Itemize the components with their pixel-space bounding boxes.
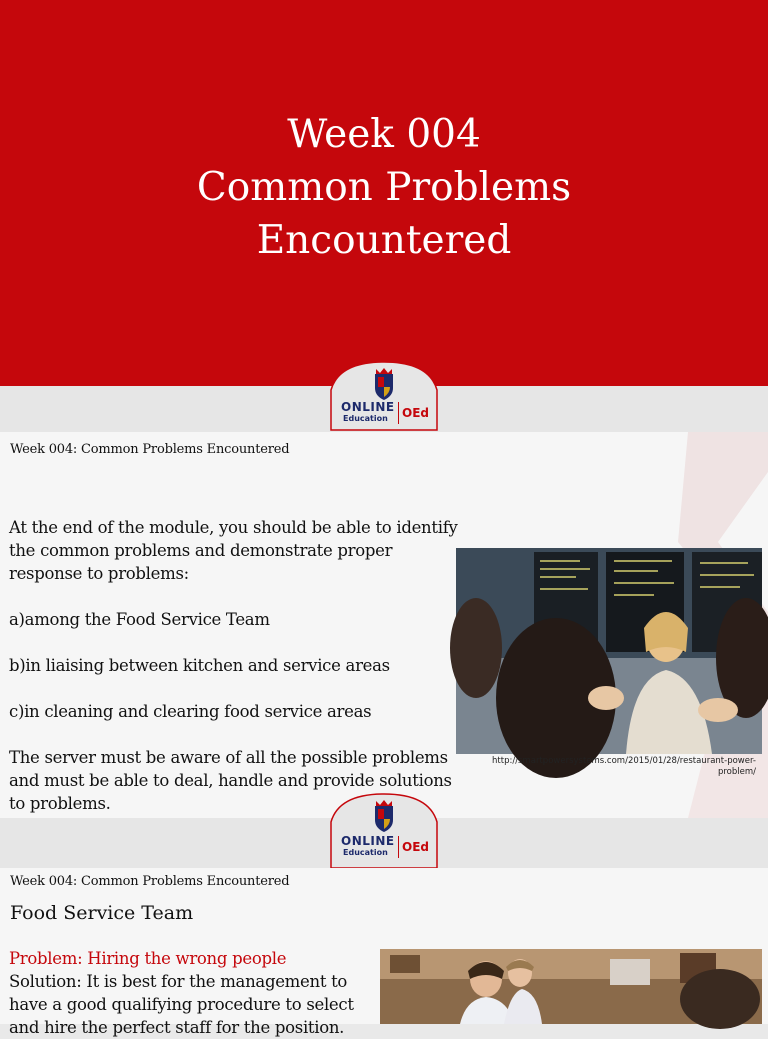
logo-oed: OEd [402, 406, 429, 420]
logo-band [0, 818, 768, 868]
slide-title [0, 108, 768, 267]
title-line-3: Encountered [256, 218, 512, 263]
restaurant-meeting-photo [456, 548, 762, 754]
title-slide [0, 0, 768, 432]
logo-divider-2 [398, 836, 399, 858]
solution-line: Solution: It is best for the management to have a good qualifying procedure to select and hire the perfect staff for the position. [9, 972, 354, 1037]
logo-online: ONLINE [341, 400, 395, 414]
crest-icon-2 [375, 800, 393, 832]
food-service-slide [0, 868, 768, 1037]
slide-header: Week 004: Common Problems Encountered [10, 442, 290, 457]
logo-online-2: ONLINE [341, 834, 395, 848]
problem-line: Problem: Hiring the wrong people [9, 949, 287, 968]
title-line-2: Common Problems [196, 165, 572, 210]
title-line-1: Week 004 [287, 112, 481, 157]
food-service-photo [380, 949, 762, 1024]
photo-caption: http://smartpowersystems.com/2015/01/28/restaurant-power-problem/ [492, 756, 756, 777]
problem-solution-text [9, 947, 359, 1039]
objective-item-b: b)in liaising between kitchen and service areas [9, 656, 390, 675]
logo-education-2: Education [343, 848, 388, 857]
objective-item-c: c)in cleaning and clearing food service areas [9, 702, 372, 721]
intro-paragraph: At the end of the module, you should be able to identify the common problems and demonstrate proper response to problems: [9, 518, 458, 583]
objective-item-a: a)among the Food Service Team [9, 610, 270, 629]
slide-header-2: Week 004: Common Problems Encountered [10, 874, 290, 889]
logo-oed-2: OEd [402, 840, 429, 854]
logo-divider [398, 402, 399, 424]
objectives-slide [0, 432, 768, 818]
crest-icon [375, 368, 393, 400]
objectives-text [9, 516, 461, 815]
logo-tab-2 [331, 792, 437, 862]
logo-education: Education [343, 414, 388, 423]
section-title: Food Service Team [10, 902, 194, 924]
logo-tab [331, 360, 437, 430]
closing-paragraph: The server must be aware of all the possible problems and must be able to deal, handle and provide solutions to problems. [9, 748, 452, 813]
